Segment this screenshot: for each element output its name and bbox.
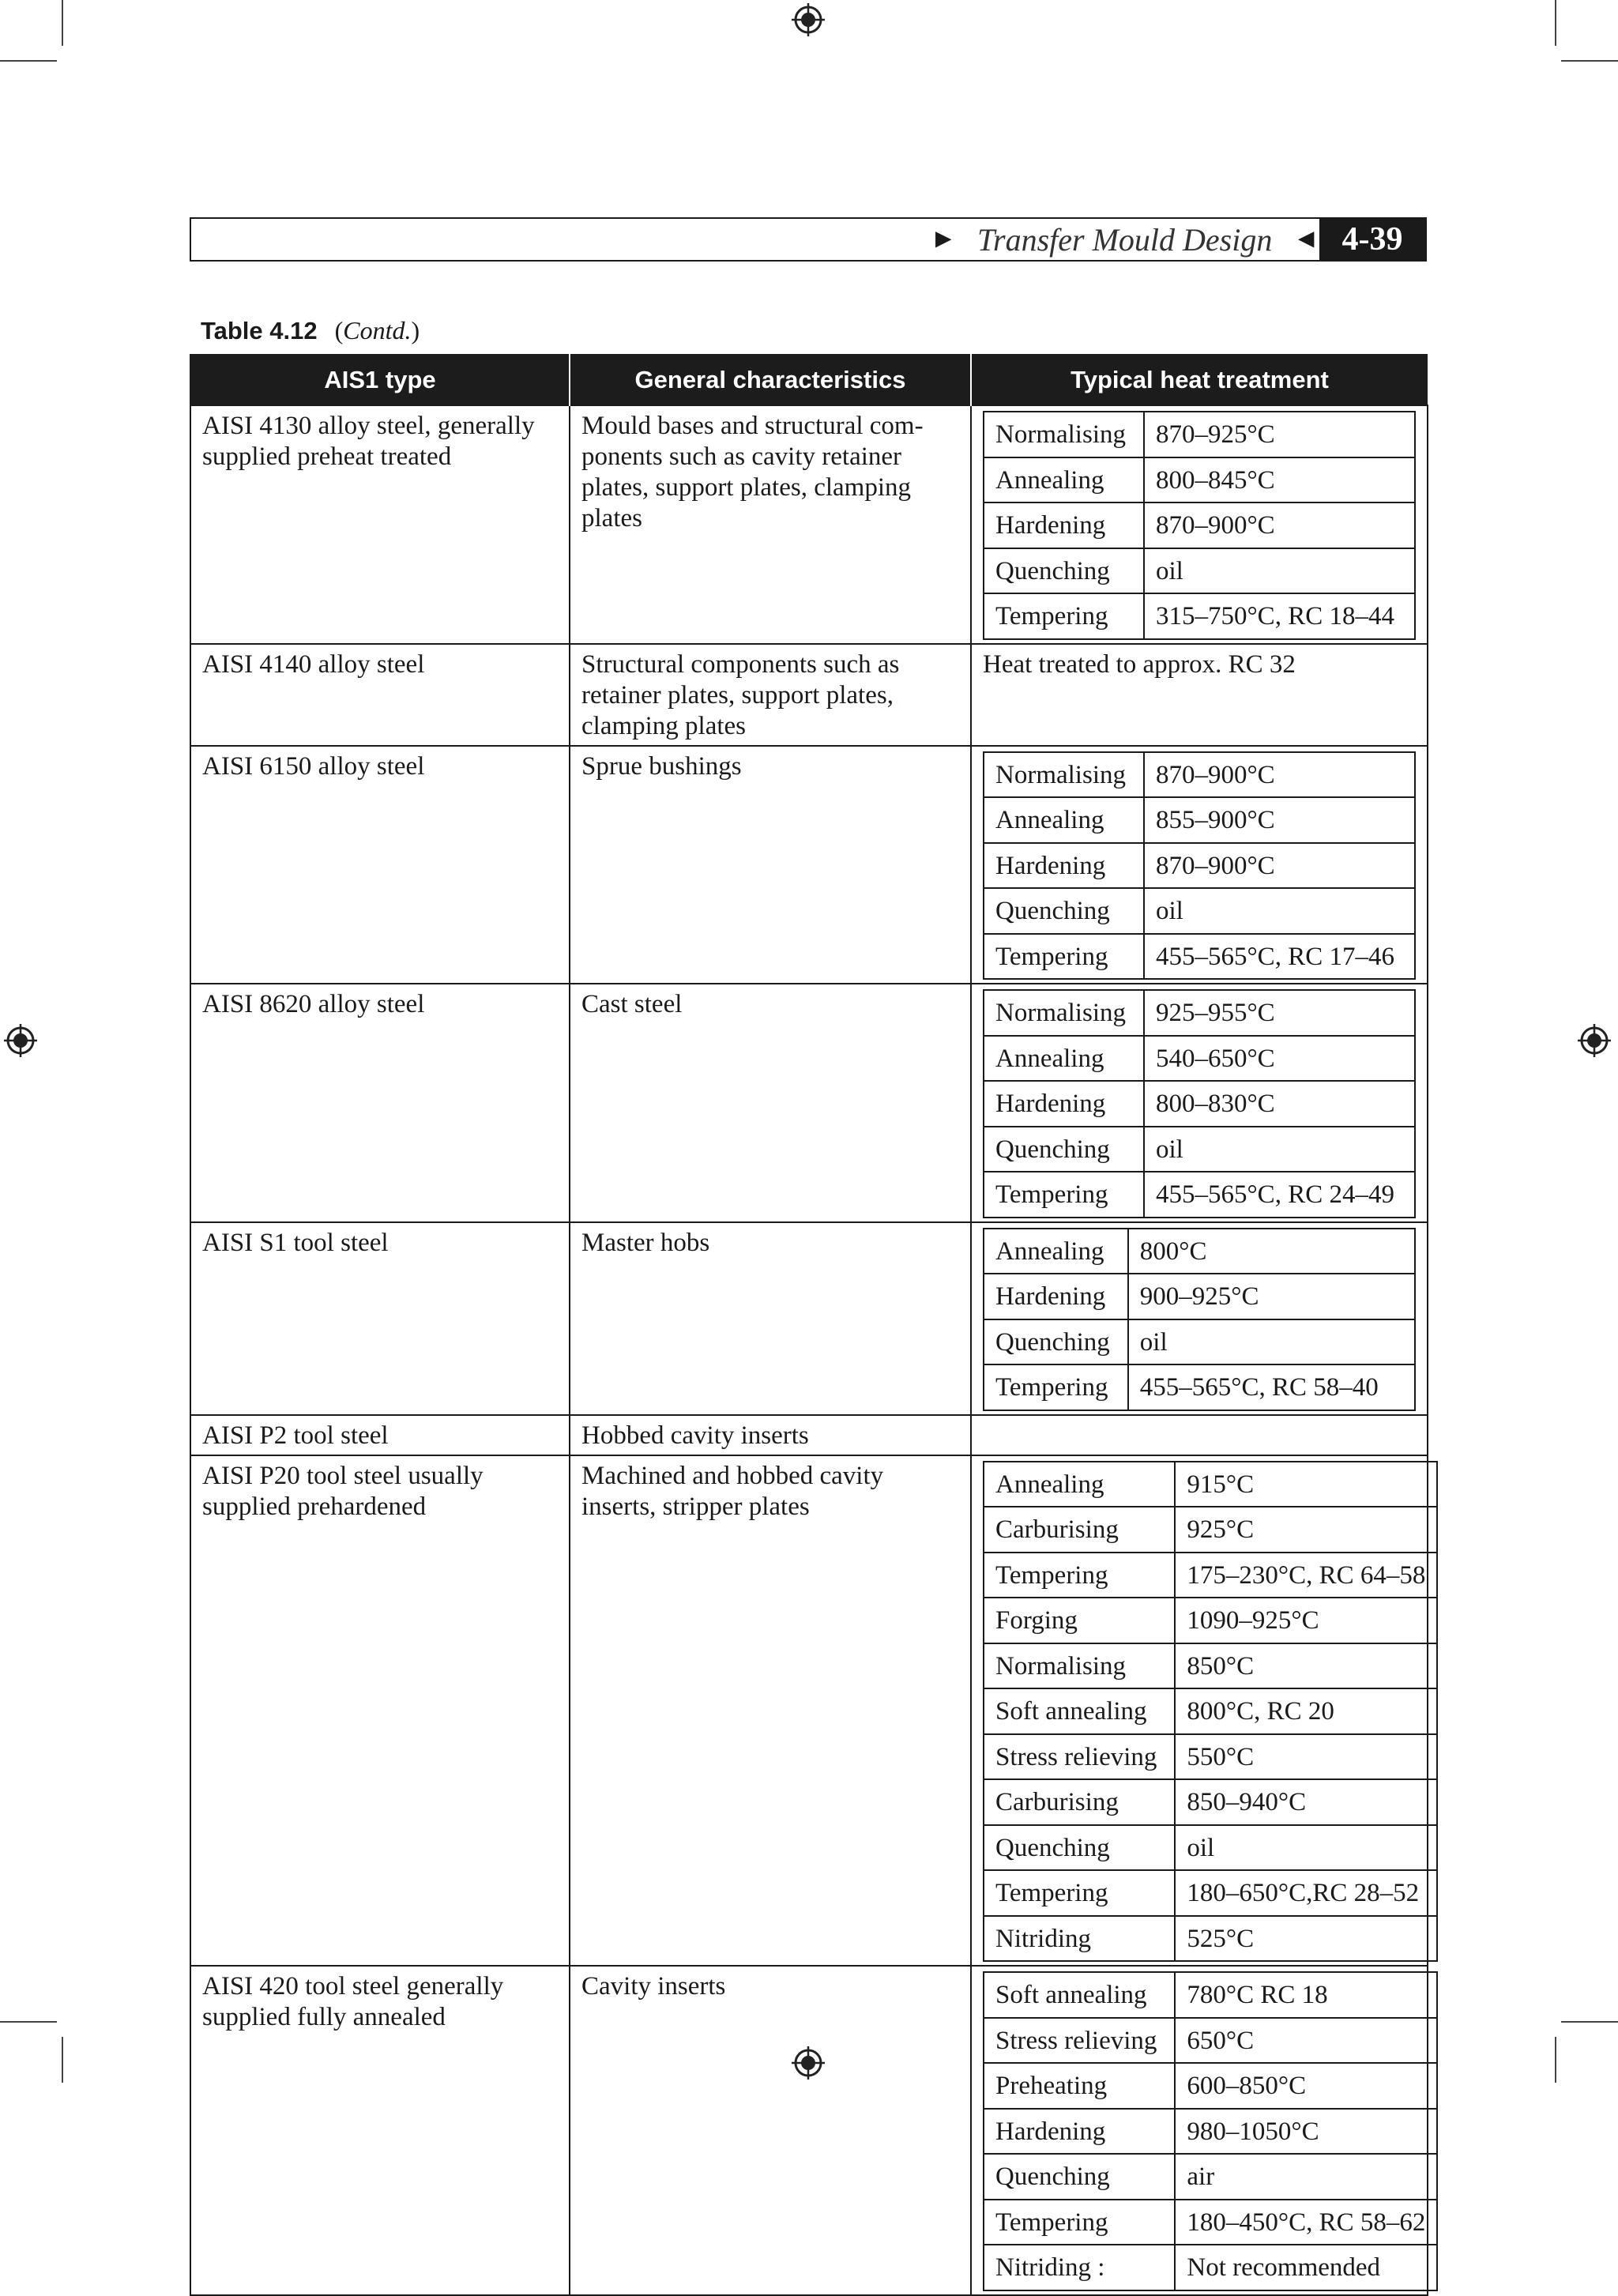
- treatment-value: 550°C: [1175, 1734, 1437, 1780]
- characteristics-cell: Hobbed cavity inserts: [570, 1415, 971, 1455]
- treatment-value: 780°C RC 18: [1175, 1972, 1437, 2018]
- treatment-process: Soft annealing: [984, 1972, 1175, 2018]
- treatment-process: Stress relieving: [984, 2018, 1175, 2064]
- treatment-process: Forging: [984, 1598, 1175, 1643]
- heat-treatment-list: [983, 411, 1416, 640]
- registration-mark-icon: [1578, 1024, 1611, 1057]
- heat-treatment-step: [984, 1274, 1415, 1319]
- treatment-process: Carburising: [984, 1779, 1175, 1825]
- treatment-process: Annealing: [984, 1462, 1175, 1507]
- table-row: [190, 1455, 1428, 1967]
- heat-treatment-step: [984, 888, 1415, 934]
- treatment-process: Normalising: [984, 752, 1144, 798]
- heat-treatment-step: [984, 1688, 1437, 1734]
- treatment-value: 180–450°C, RC 58–62: [1175, 2200, 1437, 2245]
- heat-treatment-cell: [971, 1415, 1428, 1455]
- heat-treatment-step: [984, 2245, 1437, 2290]
- treatment-value: oil: [1144, 548, 1415, 594]
- heat-treatment-step: [984, 2154, 1437, 2200]
- treatment-value: 800–845°C: [1144, 457, 1415, 503]
- characteristics-cell: Mould bases and structural com-ponents such as cavity retainer plates, support plates, clamping plates: [570, 405, 971, 644]
- treatment-process: Hardening: [984, 1274, 1128, 1319]
- heat-treatment-step: [984, 843, 1415, 889]
- steel-type-cell: AISI 6150 alloy steel: [190, 746, 570, 984]
- heat-treatment-step: [984, 1081, 1415, 1127]
- column-header: General characteristics: [570, 354, 971, 405]
- table-caption: [201, 316, 420, 345]
- treatment-process: Soft annealing: [984, 1688, 1175, 1734]
- treatment-process: Hardening: [984, 502, 1144, 548]
- heat-treatment-list: [983, 989, 1416, 1218]
- treatment-value: 925–955°C: [1144, 990, 1415, 1036]
- heat-treatment-step: [984, 1972, 1437, 2018]
- heat-treatment-step: [984, 1734, 1437, 1780]
- heat-treatment-step: [984, 1870, 1437, 1916]
- treatment-process: Nitriding: [984, 1916, 1175, 1962]
- heat-treatment-step: [984, 457, 1415, 503]
- treatment-process: Quenching: [984, 888, 1144, 934]
- treatment-process: Annealing: [984, 457, 1144, 503]
- heat-treatment-step: [984, 1598, 1437, 1643]
- treatment-value: 925°C: [1175, 1507, 1437, 1553]
- treatment-process: Normalising: [984, 1643, 1175, 1689]
- heat-treatment-list: [983, 1228, 1416, 1411]
- heat-treatment-cell: [971, 405, 1428, 644]
- heat-treatment-step: [984, 2109, 1437, 2155]
- heat-treatment-cell: [971, 1455, 1428, 1967]
- table-row: [190, 1415, 1428, 1455]
- running-header: [190, 217, 1427, 262]
- treatment-value: 455–565°C, RC 24–49: [1144, 1172, 1415, 1218]
- treatment-value: 180–650°C,RC 28–52: [1175, 1870, 1437, 1916]
- table-contd-note: (Contd.): [334, 316, 420, 344]
- treatment-value: 850°C: [1175, 1643, 1437, 1689]
- treatment-process: Preheating: [984, 2063, 1175, 2109]
- treatment-value: 800°C: [1128, 1229, 1415, 1274]
- crop-mark: [62, 0, 63, 46]
- page-number: 4-39: [1319, 217, 1425, 262]
- treatment-process: Normalising: [984, 990, 1144, 1036]
- treatment-process: Annealing: [984, 797, 1144, 843]
- treatment-value: 870–900°C: [1144, 843, 1415, 889]
- heat-treatment-cell: Heat treated to approx. RC 32: [971, 644, 1428, 746]
- heat-treatment-step: [984, 1364, 1415, 1410]
- treatment-value: 915°C: [1175, 1462, 1437, 1507]
- steel-type-cell: AISI P2 tool steel: [190, 1415, 570, 1455]
- steel-type-cell: AISI 4130 alloy steel, generally supplied preheat treated: [190, 405, 570, 644]
- treatment-value: 870–900°C: [1144, 752, 1415, 798]
- treatment-value: 455–565°C, RC 17–46: [1144, 934, 1415, 980]
- treatment-value: 600–850°C: [1175, 2063, 1437, 2109]
- treatment-process: Hardening: [984, 2109, 1175, 2155]
- left-pointer-icon: ◄: [1293, 224, 1319, 254]
- table-body: [190, 405, 1428, 2295]
- treatment-process: Annealing: [984, 1036, 1144, 1082]
- treatment-process: Normalising: [984, 412, 1144, 457]
- crop-mark: [1561, 60, 1618, 62]
- heat-treatment-step: [984, 2018, 1437, 2064]
- table-row: [190, 1966, 1428, 2295]
- treatment-value: 900–925°C: [1128, 1274, 1415, 1319]
- treatment-process: Quenching: [984, 1319, 1128, 1365]
- heat-treatment-list: [983, 1971, 1438, 2291]
- heat-treatment-step: [984, 2200, 1437, 2245]
- treatment-value: 980–1050°C: [1175, 2109, 1437, 2155]
- treatment-value: 800–830°C: [1144, 1081, 1415, 1127]
- treatment-value: 850–940°C: [1175, 1779, 1437, 1825]
- steel-type-cell: AISI S1 tool steel: [190, 1222, 570, 1415]
- treatment-value: 1090–925°C: [1175, 1598, 1437, 1643]
- heat-treatment-step: [984, 1462, 1437, 1507]
- treatment-value: 455–565°C, RC 58–40: [1128, 1364, 1415, 1410]
- treatment-value: 870–925°C: [1144, 412, 1415, 457]
- steel-type-cell: AISI 420 tool steel generally supplied fully annealed: [190, 1966, 570, 2295]
- heat-treatment-step: [984, 990, 1415, 1036]
- table-row: [190, 405, 1428, 644]
- crop-mark: [0, 2021, 57, 2023]
- treatment-value: 800°C, RC 20: [1175, 1688, 1437, 1734]
- treatment-value: 540–650°C: [1144, 1036, 1415, 1082]
- treatment-process: Stress relieving: [984, 1734, 1175, 1780]
- heat-treatment-cell: [971, 1222, 1428, 1415]
- treatment-value: 175–230°C, RC 64–58: [1175, 1553, 1437, 1598]
- treatment-process: Tempering: [984, 2200, 1175, 2245]
- treatment-process: Annealing: [984, 1229, 1128, 1274]
- heat-treatment-step: [984, 934, 1415, 980]
- characteristics-cell: Machined and hobbed cavity inserts, stripper plates: [570, 1455, 971, 1967]
- treatment-process: Tempering: [984, 1172, 1144, 1218]
- characteristics-cell: Cast steel: [570, 984, 971, 1222]
- heat-treatment-list: [983, 1461, 1438, 1963]
- treatment-value: 650°C: [1175, 2018, 1437, 2064]
- treatment-value: oil: [1144, 1127, 1415, 1172]
- treatment-value: oil: [1175, 1825, 1437, 1871]
- table-row: [190, 644, 1428, 746]
- heat-treatment-step: [984, 502, 1415, 548]
- heat-treatment-cell: [971, 746, 1428, 984]
- treatment-process: Quenching: [984, 2154, 1175, 2200]
- table-header-row: [190, 354, 1428, 405]
- treatment-value: 870–900°C: [1144, 502, 1415, 548]
- right-pointer-icon: ►: [930, 224, 957, 254]
- heat-treatment-cell: [971, 984, 1428, 1222]
- heat-treatment-list: [983, 751, 1416, 981]
- treatment-value: Not recommended: [1175, 2245, 1437, 2290]
- heat-treatment-step: [984, 1643, 1437, 1689]
- heat-treatment-table: [190, 354, 1428, 2296]
- treatment-process: Hardening: [984, 843, 1144, 889]
- characteristics-cell: Structural components such as retainer plates, support plates, clamping plates: [570, 644, 971, 746]
- heat-treatment-step: [984, 1779, 1437, 1825]
- heat-treatment-step: [984, 548, 1415, 594]
- treatment-value: oil: [1144, 888, 1415, 934]
- treatment-value: oil: [1128, 1319, 1415, 1365]
- crop-mark: [1555, 2037, 1556, 2083]
- heat-treatment-step: [984, 1172, 1415, 1218]
- steel-type-cell: AISI 8620 alloy steel: [190, 984, 570, 1222]
- registration-mark-icon: [792, 3, 825, 36]
- treatment-process: Hardening: [984, 1081, 1144, 1127]
- heat-treatment-step: [984, 1127, 1415, 1172]
- treatment-process: Quenching: [984, 1127, 1144, 1172]
- heat-treatment-step: [984, 797, 1415, 843]
- chapter-title-group: [930, 219, 1319, 260]
- treatment-value: 315–750°C, RC 18–44: [1144, 593, 1415, 639]
- steel-type-cell: AISI P20 tool steel usually supplied prehardened: [190, 1455, 570, 1967]
- characteristics-cell: Cavity inserts: [570, 1966, 971, 2295]
- treatment-process: Tempering: [984, 593, 1144, 639]
- chapter-title: Transfer Mould Design: [976, 221, 1273, 258]
- heat-treatment-step: [984, 1229, 1415, 1274]
- crop-mark: [1555, 0, 1556, 46]
- heat-treatment-step: [984, 593, 1415, 639]
- crop-mark: [0, 60, 57, 62]
- table-label: Table 4.12: [201, 317, 318, 344]
- heat-treatment-step: [984, 1036, 1415, 1082]
- treatment-value: 525°C: [1175, 1916, 1437, 1962]
- treatment-process: Carburising: [984, 1507, 1175, 1553]
- table-row: [190, 746, 1428, 984]
- treatment-process: Quenching: [984, 1825, 1175, 1871]
- heat-treatment-step: [984, 1319, 1415, 1365]
- characteristics-cell: Sprue bushings: [570, 746, 971, 984]
- treatment-process: Tempering: [984, 934, 1144, 980]
- treatment-process: Nitriding :: [984, 2245, 1175, 2290]
- treatment-process: Tempering: [984, 1553, 1175, 1598]
- table-row: [190, 984, 1428, 1222]
- registration-mark-icon: [4, 1024, 37, 1057]
- column-header: Typical heat treatment: [971, 354, 1428, 405]
- treatment-value: 855–900°C: [1144, 797, 1415, 843]
- column-header: AIS1 type: [190, 354, 570, 405]
- table-row: [190, 1222, 1428, 1415]
- treatment-value: air: [1175, 2154, 1437, 2200]
- crop-mark: [62, 2037, 63, 2083]
- heat-treatment-step: [984, 1825, 1437, 1871]
- crop-mark: [1561, 2021, 1618, 2023]
- heat-treatment-step: [984, 2063, 1437, 2109]
- heat-treatment-step: [984, 1916, 1437, 1962]
- treatment-process: Quenching: [984, 548, 1144, 594]
- heat-treatment-step: [984, 412, 1415, 457]
- heat-treatment-step: [984, 752, 1415, 798]
- heat-treatment-step: [984, 1507, 1437, 1553]
- treatment-process: Tempering: [984, 1364, 1128, 1410]
- steel-type-cell: AISI 4140 alloy steel: [190, 644, 570, 746]
- treatment-process: Tempering: [984, 1870, 1175, 1916]
- heat-treatment-cell: [971, 1966, 1428, 2295]
- characteristics-cell: Master hobs: [570, 1222, 971, 1415]
- heat-treatment-step: [984, 1553, 1437, 1598]
